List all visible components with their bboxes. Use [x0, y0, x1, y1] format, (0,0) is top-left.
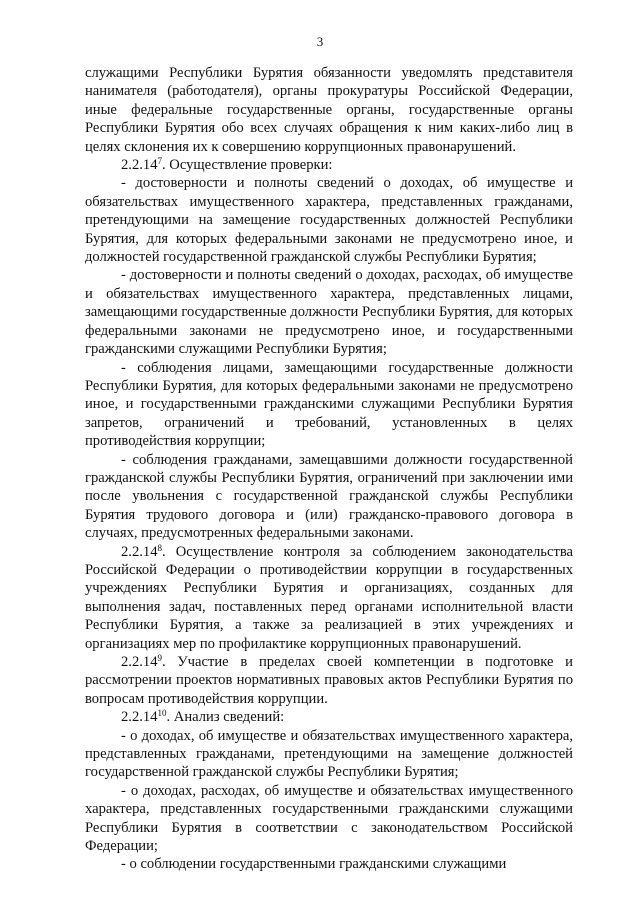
clause-paragraph	[85, 543, 573, 653]
clause-text: . Осуществление проверки:	[161, 157, 333, 174]
clause-number: 2.2.14	[121, 654, 158, 670]
clause-text: . Осуществление контроля за соблюдением законодательства Российской Федерации о противодействии коррупции в государственных учреждениях Республики Бурятия и организациях, созданных для выполнения задач, поставленных перед органами исполнительной власти Республики Бурятия, а также за реализацией в этих учреждениях и организациях мер по профилактике коррупционных правонарушений.	[85, 543, 573, 652]
clause-number: 2.2.14	[121, 157, 158, 174]
clause-superscript: 8	[157, 542, 162, 553]
list-item: - соблюдения гражданами, замещавшими должности государственной гражданской службы Республики Бурятия, ограничений при заключении ими после увольнения с государственной гражданской службы Республики Бурятия трудового договора и (или) гражданско-правового договора в случаях, предусмотренных федеральными законами.	[85, 451, 573, 542]
clause-number: 2.2.14	[121, 543, 158, 560]
list-item: - достоверности и полноты сведений о доходах, об имуществе и обязательствах имущественного характера, представленных гражданами, претендующими на замещение государственных должностей Республики Бурятия, для которых федеральными законами не предусмотрено иное, и должностей государственной гражданской службы Республики Бурятия;	[85, 175, 573, 266]
clause-text: . Анализ сведений:	[166, 709, 285, 726]
clause-paragraph	[85, 653, 573, 708]
clause-paragraph	[85, 708, 573, 726]
list-item: - о доходах, об имуществе и обязательствах имущественного характера, представленных гражданами, претендующими на замещение должностей государственной гражданской службы Республики Бурятия;	[85, 727, 573, 781]
document-body	[85, 64, 573, 874]
list-item: - достоверности и полноты сведений о доходах, расходах, об имуществе и обязательствах имущественного характера, представленных лицами, замещающими государственные должности Республики Бурятия, для которых федеральными законами не предусмотрено иное, и государственными гражданскими служащими Республики Бурятия;	[85, 267, 573, 358]
clause-paragraph	[85, 156, 573, 174]
list-item: - соблюдения лицами, замещающими государственные должности Республики Бурятия, для которых федеральными законами не предусмотрено иное, и государственными гражданскими служащими Республики Бурятия запретов, ограничений и требований, установленных в целях противодействия коррупции;	[85, 359, 573, 450]
clause-number: 2.2.14	[121, 709, 158, 726]
clause-text: . Участие в пределах своей компетенции в подготовке и рассмотрении проектов нормативных правовых актов Республики Бурятия по вопросам противодействия коррупции.	[85, 654, 573, 707]
list-item: - о соблюдении государственными гражданскими служащими	[121, 856, 507, 873]
page-number: 3	[316, 34, 324, 49]
paragraph: служащими Республики Бурятия обязанности уведомлять представителя нанимателя (работодателя), органы прокуратуры Российской Федерации, иные федеральные государственные органы, государственные органы Республики Бурятия обо всех случаях обращения к ним каких-либо лиц в целях склонения их к совершению коррупционных правонарушений.	[85, 65, 573, 155]
clause-superscript: 7	[157, 156, 162, 167]
clause-superscript: 9	[157, 653, 162, 663]
list-item: - о доходах, расходах, об имуществе и обязательствах имущественного характера, представленных государственными гражданскими служащими Республики Бурятия в соответствии с законодательством Российской Федерации;	[85, 782, 573, 855]
clause-superscript: 10	[157, 708, 167, 719]
